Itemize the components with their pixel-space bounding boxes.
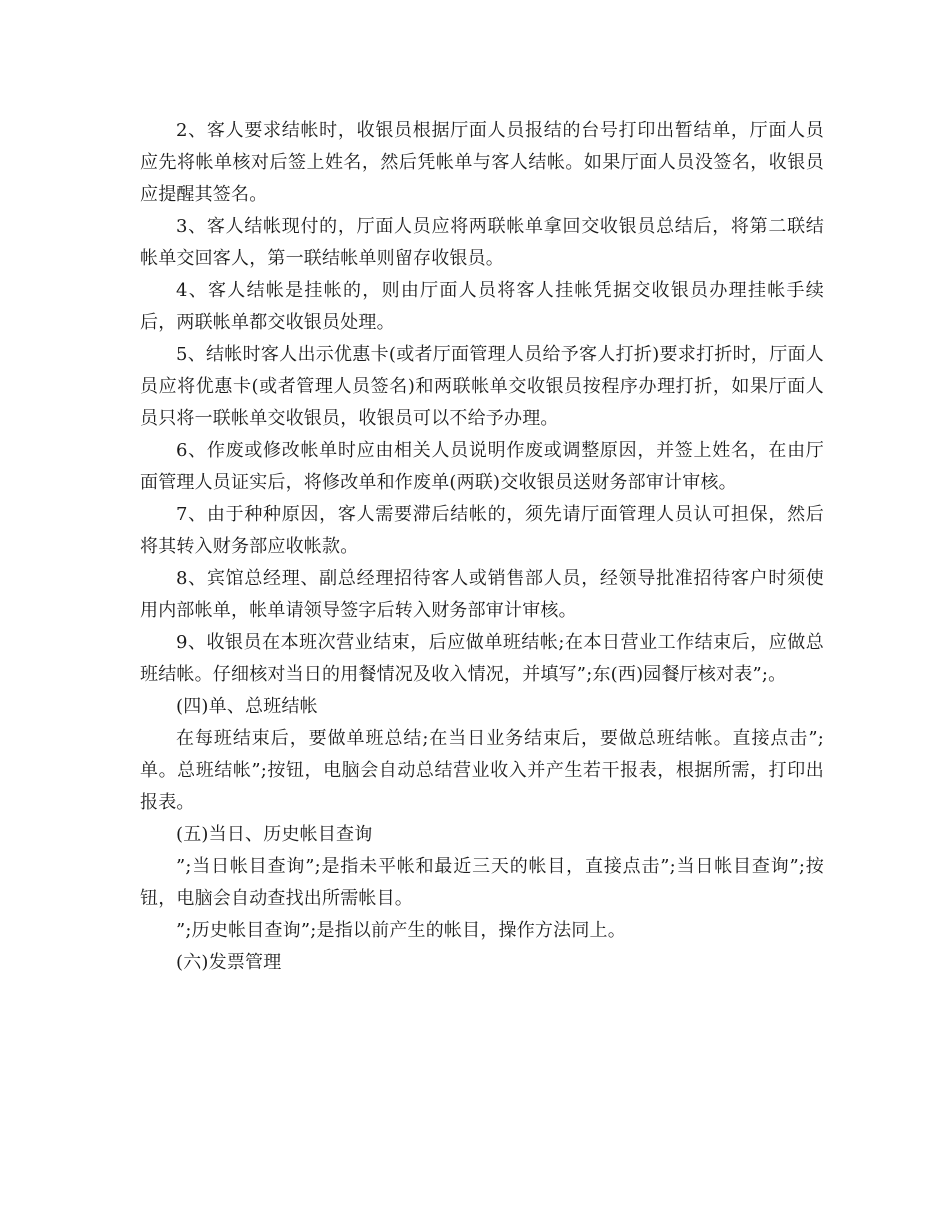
paragraph-discount: 5、结帐时客人出示优惠卡(或者厅面管理人员给予客人打折)要求打折时，厅面人员应将优惠卡(或者管理人员签名)和两联帐单交收银员按程序办理打折，如果厅面人员只将一联帐单交收银员，收银员可以不给予办理。 [140,344,824,429]
section-heading-shift-checkout: (四)单、总班结帐 [176,696,318,717]
paragraph-credit-account: 4、客人结帐是挂帐的，则由厅面人员将客人挂帐凭据交收银员办理挂帐手续后，两联帐单都交收银员处理。 [140,280,824,333]
section-heading-account-query: (五)当日、历史帐目查询 [176,824,373,845]
paragraph-shift-closing: 9、收银员在本班次营业结束，后应做单班结帐;在本日营业工作结束后，应做总班结帐。仔细核对当日的用餐情况及收入情况，并填写”;东(西)园餐厅核对表”;。 [140,632,824,685]
section-heading-invoice-management: (六)发票管理 [176,952,282,973]
paragraph-daily-query: ”;当日帐目查询”;是指未平帐和最近三天的帐目，直接点击”;当日帐目查询”;按钮，电脑会自动查找出所需帐目。 [140,856,824,909]
paragraph-history-query: ”;历史帐目查询”;是指以前产生的帐目，操作方法同上。 [176,920,626,941]
paragraph-internal-bill: 8、宾馆总经理、副总经理招待客人或销售部人员，经领导批准招待客户时须使用内部帐单，帐单请领导签字后转入财务部审计审核。 [140,568,824,621]
paragraph-cash-payment: 3、客人结帐现付的，厅面人员应将两联帐单拿回交收银员总结后，将第二联结帐单交回客人，第一联结帐单则留存收银员。 [140,216,824,269]
paragraph-shift-summary: 在每班结束后，要做单班总结;在当日业务结束后，要做总班结帐。直接点击”;单。总班结帐”;按钮，电脑会自动总结营业收入并产生若干报表，根据所需，打印出报表。 [140,728,824,813]
document-body [140,115,824,979]
paragraph-deferred-payment: 7、由于种种原因，客人需要滞后结帐的，须先请厅面管理人员认可担保，然后将其转入财务部应收帐款。 [140,504,824,557]
paragraph-checkout-request: 2、客人要求结帐时，收银员根据厅面人员报结的台号打印出暂结单，厅面人员应先将帐单核对后签上姓名，然后凭帐单与客人结帐。如果厅面人员没签名，收银员应提醒其签名。 [140,120,824,205]
paragraph-void-modify: 6、作废或修改帐单时应由相关人员说明作废或调整原因，并签上姓名，在由厅面管理人员证实后，将修改单和作废单(两联)交收银员送财务部审计审核。 [140,440,824,493]
